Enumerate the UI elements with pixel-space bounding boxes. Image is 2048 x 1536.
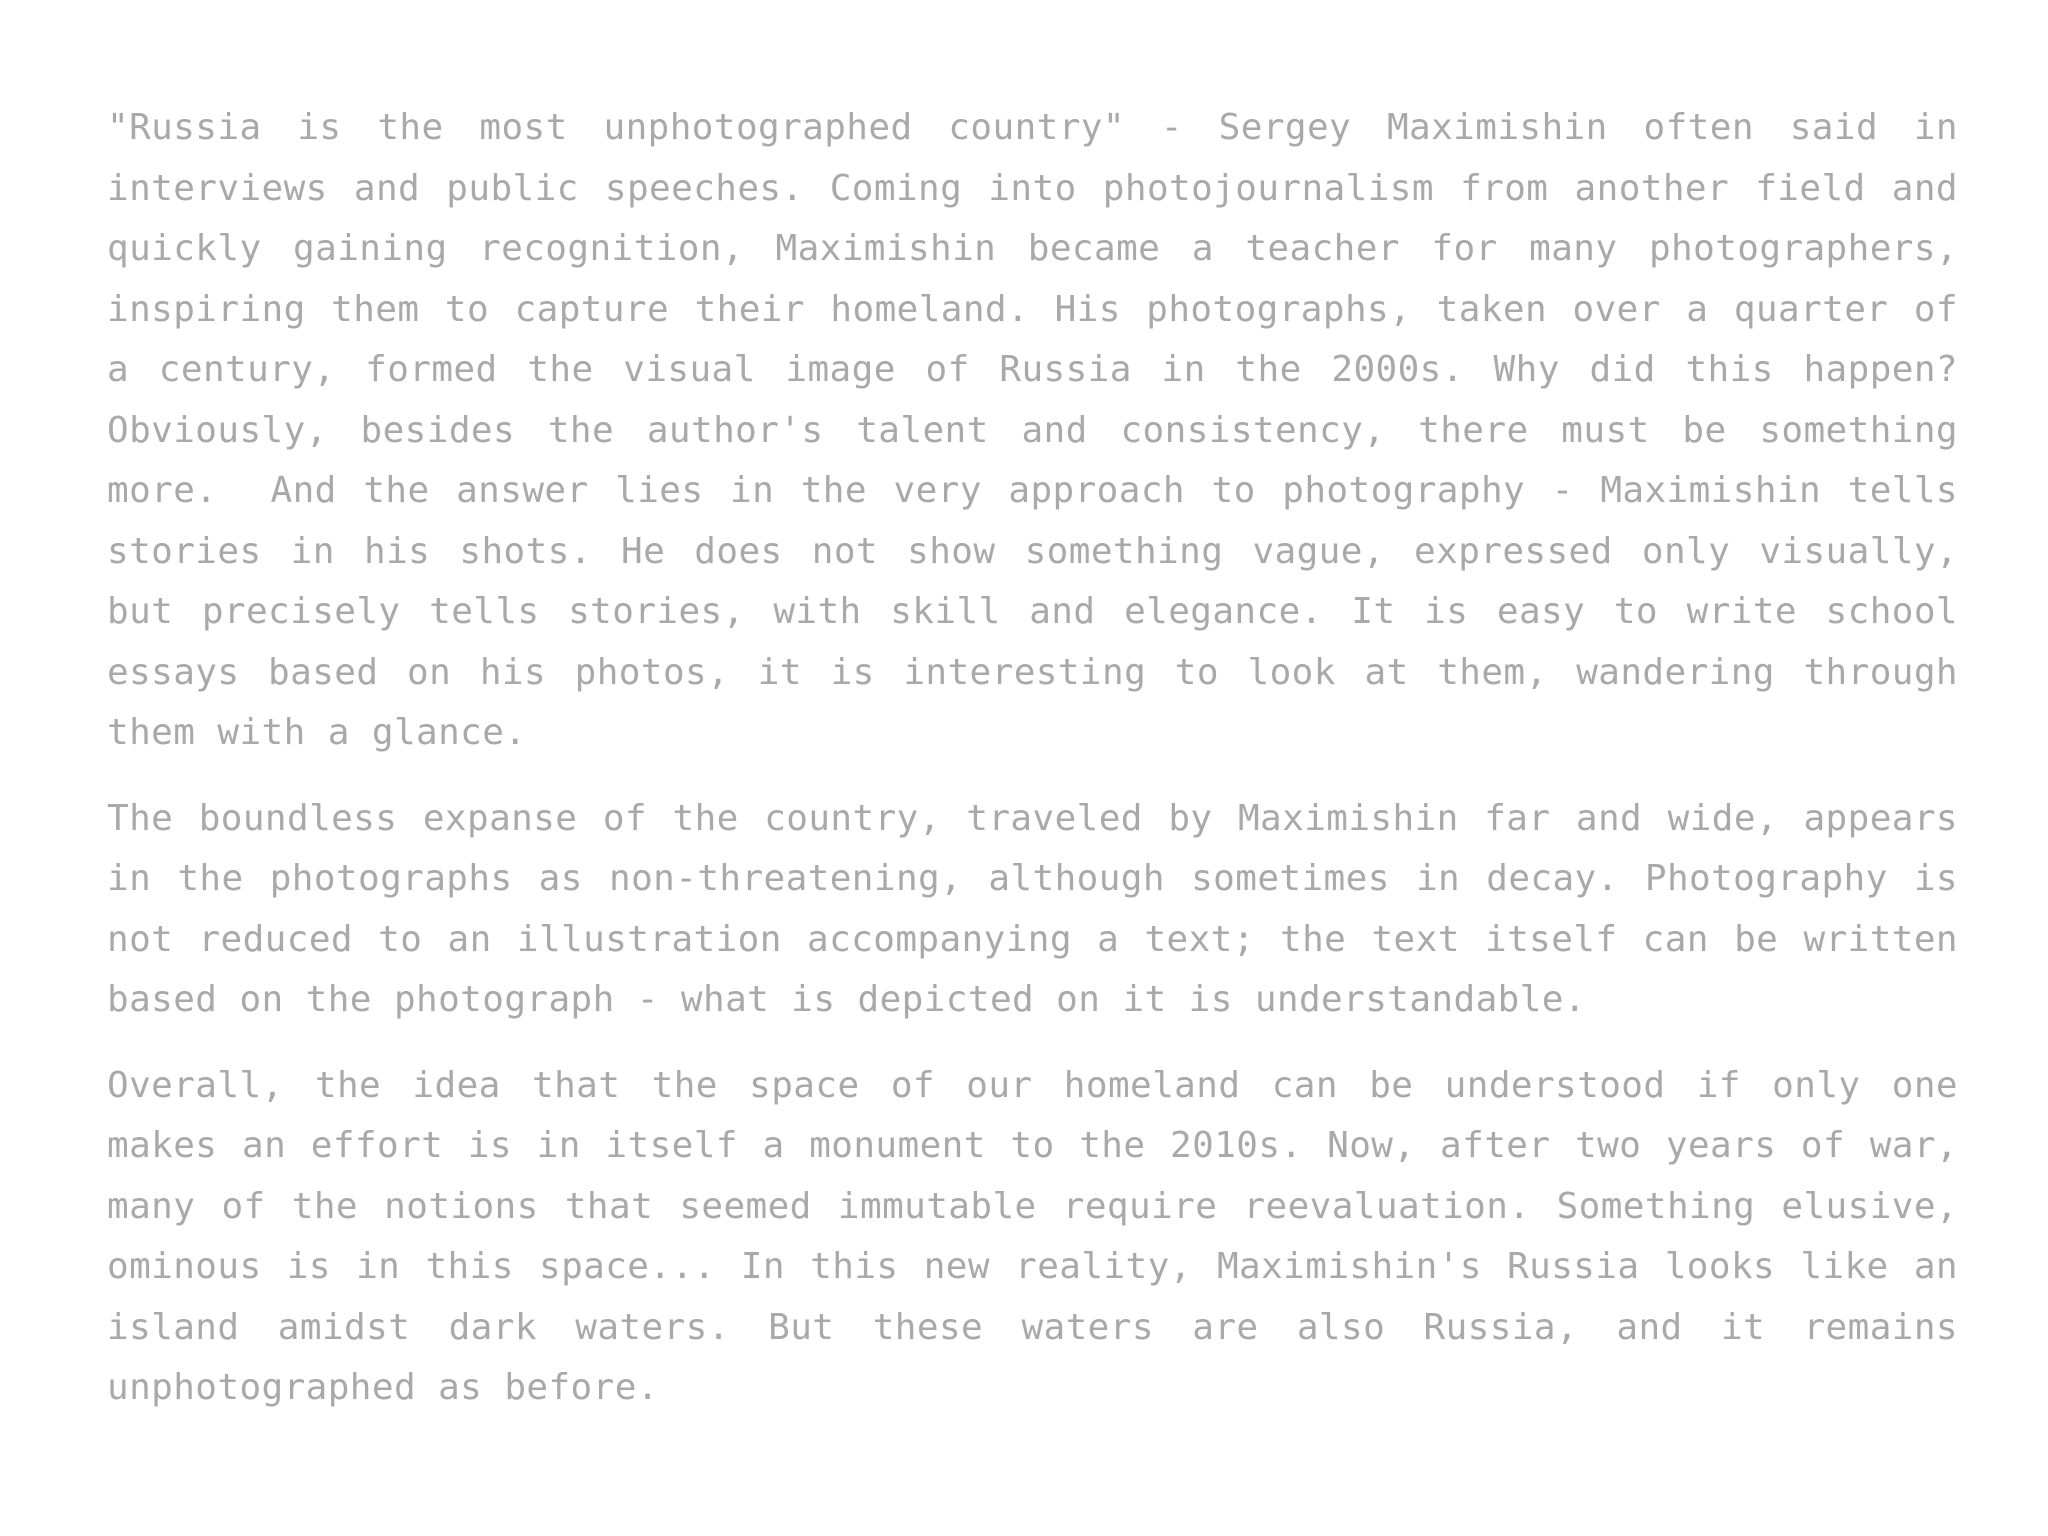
article-body [107,98,1981,1444]
paragraph-3: Overall, the idea that the space of our homeland can be understood if only one makes an effort is in itself a monument to the 2010s. Now, after two years of war, many of the notions that seemed immutable require reevaluation. Something elusive, ominous is in this space... In this new reality, Maximishin's Russia looks like an island amidst dark waters. But these waters are also Russia, and it remains unphotographed as before. [107,1064,1981,1408]
paragraph-1: "Russia is the most unphotographed country" - Sergey Maximishin often said in interviews and public speeches. Coming into photojournalism from another field and quickly gaining recognition, Maximishin became a teacher for many photographers, inspiring them to capture their homeland. His photographs, taken over a quarter of a century, formed the visual image of Russia in the 2000s. Why did this happen? Obviously, besides the author's talent and consistency, there must be something more. And the answer lies in the very approach to photography - Maximishin tells stories in his shots. He does not show something vague, expressed only visually, but precisely tells stories, with skill and elegance. It is easy to write school essays based on his photos, it is interesting to look at them, wandering through them with a glance. [107,107,1981,753]
paragraph-2: The boundless expanse of the country, traveled by Maximishin far and wide, appears in the photographs as non-threatening, although sometimes in decay. Photography is not reduced to an illustration accompanying a text; the text itself can be written based on the photograph - what is depicted on it is understandable. [107,797,1981,1020]
